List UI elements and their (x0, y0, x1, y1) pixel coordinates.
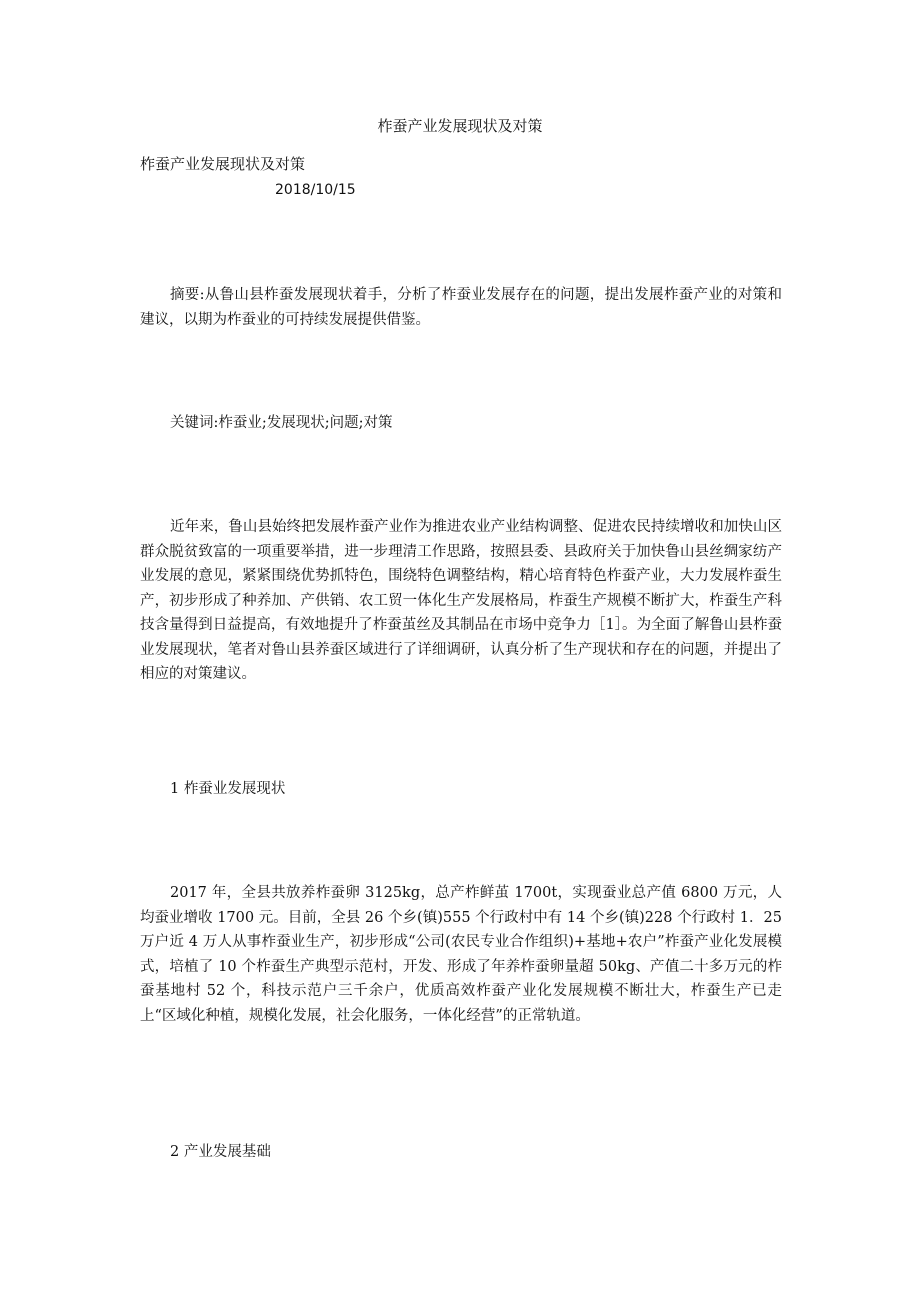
keywords-paragraph: 关键词:柞蚕业;发展现状;问题;对策 (170, 415, 393, 431)
publish-date: 2018/10/15 (275, 182, 356, 198)
document-title: 柞蚕产业发展现状及对策 (377, 117, 543, 135)
section-2-heading: 2 产业发展基础 (170, 1144, 271, 1160)
abstract-paragraph: 摘要:从鲁山县柞蚕发展现状着手，分析了柞蚕业发展存在的问题，提出发展柞蚕产业的对策和建议，以期为柞蚕业的可持续发展提供借鉴。 (140, 287, 782, 328)
section-1-paragraph: 2017 年，全县共放养柞蚕卵 3125kg，总产柞鲜茧 1700t，实现蚕业总产值 6800 万元，人均蚕业增收 1700 元。目前，全县 26 个乡(镇)555 个行政村中有 14 个乡(镇)228 个行政村 1．25 万户近 4 万人从事柞蚕业生产，初步形成“公司(农民专业合作组织)+基地+农户”柞蚕产业化发展模式，培植了 10 个柞蚕生产典型示范村，开发、形成了年养柞蚕卵量超 50kg、产值二十多万元的柞蚕基地村 52 个，科技示范户三千余户，优质高效柞蚕产业化发展规模不断壮大，柞蚕生产已走上“区域化种植，规模化发展，社会化服务，一体化经营”的正常轨道。 (140, 885, 782, 1024)
document-subtitle: 柞蚕产业发展现状及对策 (140, 155, 306, 173)
section-1-heading: 1 柞蚕业发展现状 (170, 781, 286, 797)
intro-paragraph: 近年来，鲁山县始终把发展柞蚕产业作为推进农业产业结构调整、促进农民持续增收和加快山区群众脱贫致富的一项重要举措，进一步理清工作思路，按照县委、县政府关于加快鲁山县丝绸家纺产业发展的意见，紧紧围绕优势抓特色，围绕特色调整结构，精心培育特色柞蚕产业，大力发展柞蚕生产，初步形成了种养加、产供销、农工贸一体化生产发展格局，柞蚕生产规模不断扩大，柞蚕生产科技含量得到日益提高，有效地提升了柞蚕茧丝及其制品在市场中竞争力［1］。为全面了解鲁山县柞蚕业发展现状，笔者对鲁山县养蚕区域进行了详细调研，认真分析了生产现状和存在的问题，并提出了相应的对策建议。 (140, 519, 782, 682)
